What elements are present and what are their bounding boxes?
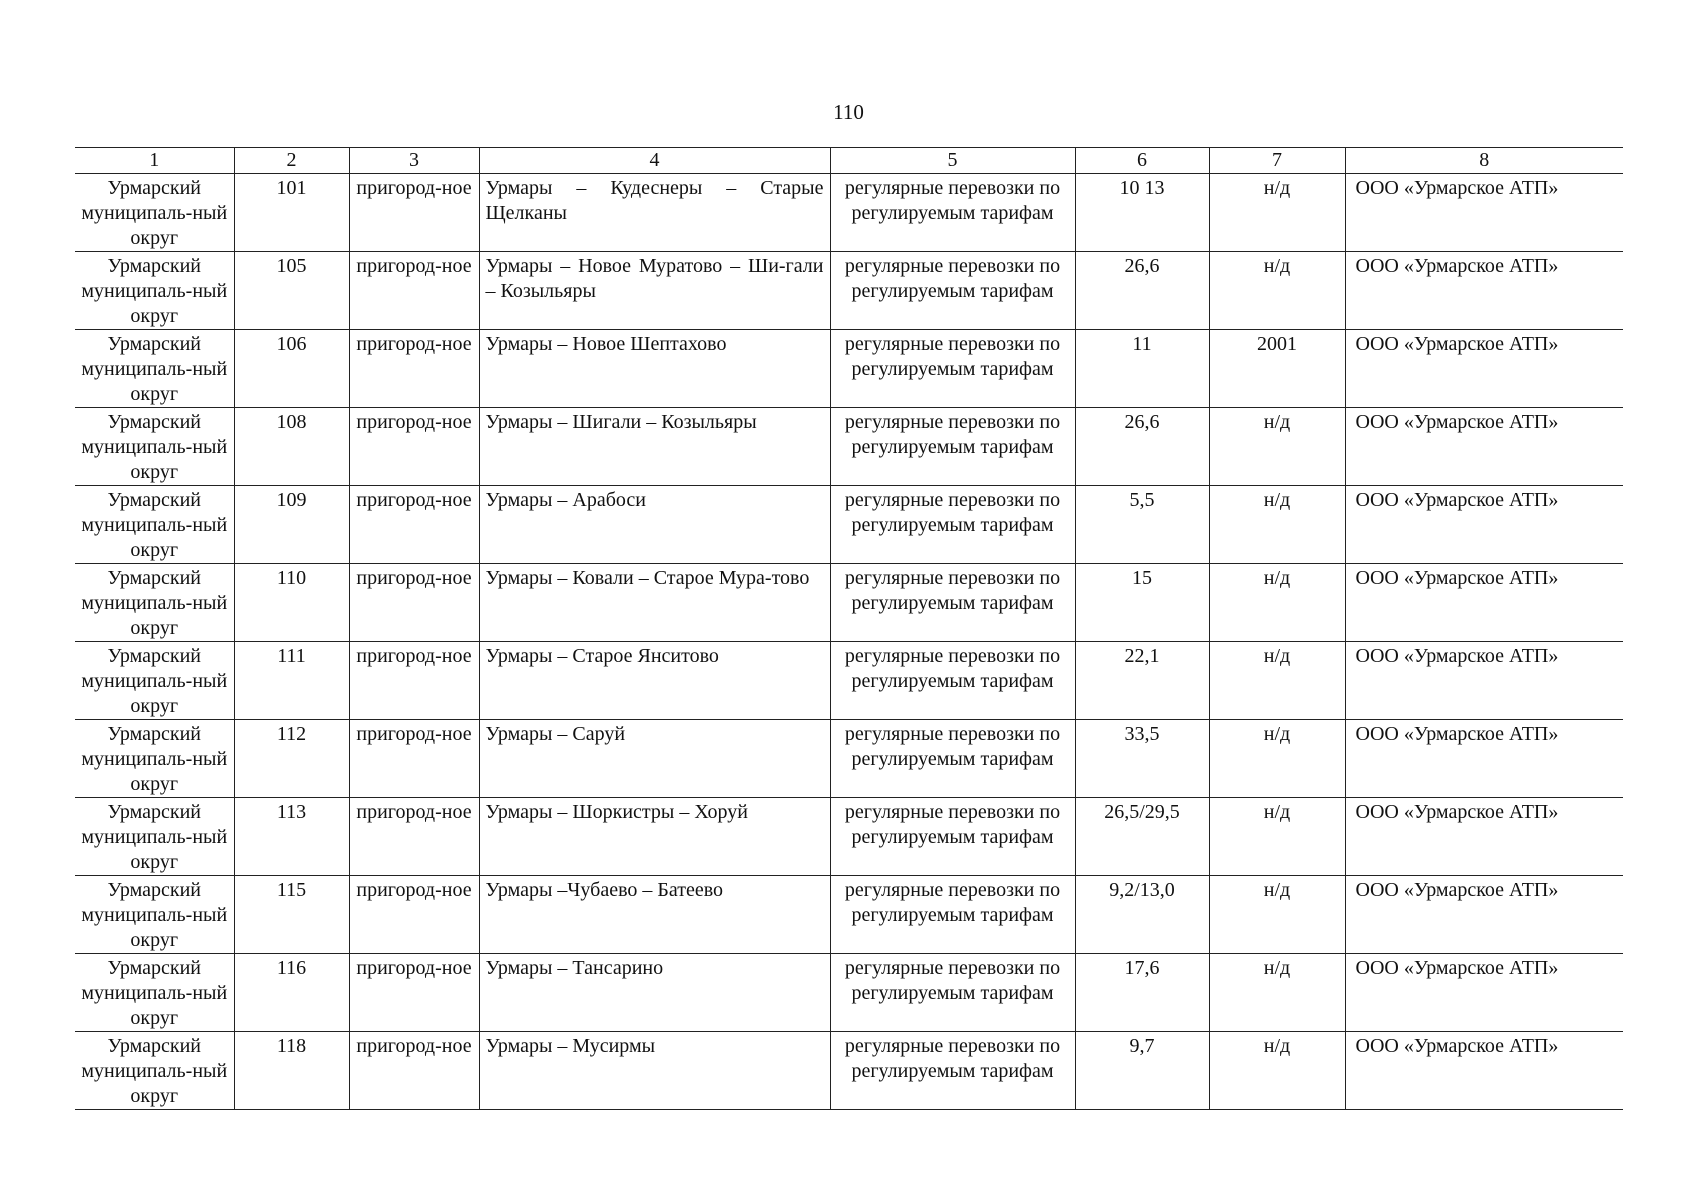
- carrier-cell: ООО «Урмарское АТП»: [1345, 252, 1623, 330]
- start-year-cell: н/д: [1209, 408, 1345, 486]
- route-number-cell: 108: [234, 408, 349, 486]
- table-row: [75, 642, 1623, 720]
- table-row: [75, 408, 1623, 486]
- route-length-cell: 26,6: [1075, 252, 1209, 330]
- district-cell: Урмарский муниципаль-ный округ: [75, 486, 234, 564]
- route-path-cell: Урмары – Арабоси: [479, 486, 830, 564]
- route-type-cell: пригород-ное: [349, 174, 479, 252]
- route-type-cell: пригород-ное: [349, 720, 479, 798]
- column-header: 8: [1345, 148, 1623, 174]
- table-row: [75, 954, 1623, 1032]
- route-type-cell: пригород-ное: [349, 252, 479, 330]
- carrier-cell: ООО «Урмарское АТП»: [1345, 720, 1623, 798]
- column-header: 4: [479, 148, 830, 174]
- column-header: 6: [1075, 148, 1209, 174]
- route-number-cell: 106: [234, 330, 349, 408]
- start-year-cell: н/д: [1209, 486, 1345, 564]
- table-row: [75, 564, 1623, 642]
- district-cell: Урмарский муниципаль-ный округ: [75, 720, 234, 798]
- start-year-cell: н/д: [1209, 720, 1345, 798]
- start-year-cell: н/д: [1209, 798, 1345, 876]
- start-year-cell: н/д: [1209, 174, 1345, 252]
- route-path-cell: Урмары – Саруй: [479, 720, 830, 798]
- table-row: [75, 174, 1623, 252]
- route-length-cell: 5,5: [1075, 486, 1209, 564]
- route-number-cell: 116: [234, 954, 349, 1032]
- start-year-cell: 2001: [1209, 330, 1345, 408]
- transport-mode-cell: регулярные перевозки по регулируемым тарифам: [830, 252, 1075, 330]
- district-cell: Урмарский муниципаль-ный округ: [75, 330, 234, 408]
- transport-mode-cell: регулярные перевозки по регулируемым тарифам: [830, 408, 1075, 486]
- transport-mode-cell: регулярные перевозки по регулируемым тарифам: [830, 564, 1075, 642]
- district-cell: Урмарский муниципаль-ный округ: [75, 798, 234, 876]
- route-number-cell: 109: [234, 486, 349, 564]
- route-length-cell: 26,6: [1075, 408, 1209, 486]
- column-header: 5: [830, 148, 1075, 174]
- start-year-cell: н/д: [1209, 564, 1345, 642]
- header-row: [75, 148, 1623, 174]
- table-row: [75, 798, 1623, 876]
- column-header: 3: [349, 148, 479, 174]
- route-path-cell: Урмары – Тансарино: [479, 954, 830, 1032]
- route-path-cell: Урмары – Шигали – Козыльяры: [479, 408, 830, 486]
- route-number-cell: 101: [234, 174, 349, 252]
- route-length-cell: 15: [1075, 564, 1209, 642]
- carrier-cell: ООО «Урмарское АТП»: [1345, 1032, 1623, 1110]
- district-cell: Урмарский муниципаль-ный округ: [75, 954, 234, 1032]
- start-year-cell: н/д: [1209, 252, 1345, 330]
- route-type-cell: пригород-ное: [349, 798, 479, 876]
- column-header: 1: [75, 148, 234, 174]
- transport-mode-cell: регулярные перевозки по регулируемым тарифам: [830, 798, 1075, 876]
- transport-mode-cell: регулярные перевозки по регулируемым тарифам: [830, 1032, 1075, 1110]
- transport-mode-cell: регулярные перевозки по регулируемым тарифам: [830, 954, 1075, 1032]
- routes-table: [75, 147, 1623, 1110]
- district-cell: Урмарский муниципаль-ный округ: [75, 252, 234, 330]
- route-type-cell: пригород-ное: [349, 1032, 479, 1110]
- route-path-cell: Урмары – Ковали – Старое Мура-тово: [479, 564, 830, 642]
- route-number-cell: 110: [234, 564, 349, 642]
- route-number-cell: 113: [234, 798, 349, 876]
- carrier-cell: ООО «Урмарское АТП»: [1345, 408, 1623, 486]
- transport-mode-cell: регулярные перевозки по регулируемым тарифам: [830, 486, 1075, 564]
- route-length-cell: 11: [1075, 330, 1209, 408]
- route-length-cell: 33,5: [1075, 720, 1209, 798]
- table-body: [75, 174, 1623, 1110]
- route-path-cell: Урмары – Мусирмы: [479, 1032, 830, 1110]
- table-row: [75, 486, 1623, 564]
- route-type-cell: пригород-ное: [349, 954, 479, 1032]
- column-header: 7: [1209, 148, 1345, 174]
- carrier-cell: ООО «Урмарское АТП»: [1345, 564, 1623, 642]
- table-row: [75, 1032, 1623, 1110]
- carrier-cell: ООО «Урмарское АТП»: [1345, 330, 1623, 408]
- table-row: [75, 252, 1623, 330]
- route-path-cell: Урмары – Старое Янситово: [479, 642, 830, 720]
- route-type-cell: пригород-ное: [349, 642, 479, 720]
- table-row: [75, 330, 1623, 408]
- route-length-cell: 17,6: [1075, 954, 1209, 1032]
- route-length-cell: 10 13: [1075, 174, 1209, 252]
- district-cell: Урмарский муниципаль-ный округ: [75, 174, 234, 252]
- start-year-cell: н/д: [1209, 876, 1345, 954]
- transport-mode-cell: регулярные перевозки по регулируемым тарифам: [830, 720, 1075, 798]
- route-path-cell: Урмары –Чубаево – Батеево: [479, 876, 830, 954]
- carrier-cell: ООО «Урмарское АТП»: [1345, 876, 1623, 954]
- carrier-cell: ООО «Урмарское АТП»: [1345, 642, 1623, 720]
- district-cell: Урмарский муниципаль-ный округ: [75, 876, 234, 954]
- carrier-cell: ООО «Урмарское АТП»: [1345, 798, 1623, 876]
- route-number-cell: 111: [234, 642, 349, 720]
- route-length-cell: 26,5/29,5: [1075, 798, 1209, 876]
- route-length-cell: 9,2/13,0: [1075, 876, 1209, 954]
- route-path-cell: Урмары – Новое Шептахово: [479, 330, 830, 408]
- route-length-cell: 22,1: [1075, 642, 1209, 720]
- route-number-cell: 105: [234, 252, 349, 330]
- route-path-cell: Урмары – Кудеснеры – Старые Щелканы: [479, 174, 830, 252]
- route-type-cell: пригород-ное: [349, 408, 479, 486]
- transport-mode-cell: регулярные перевозки по регулируемым тарифам: [830, 330, 1075, 408]
- start-year-cell: н/д: [1209, 642, 1345, 720]
- page-number: 110: [833, 100, 864, 124]
- route-type-cell: пригород-ное: [349, 330, 479, 408]
- district-cell: Урмарский муниципаль-ный округ: [75, 564, 234, 642]
- table-header: [75, 148, 1623, 174]
- carrier-cell: ООО «Урмарское АТП»: [1345, 174, 1623, 252]
- column-header: 2: [234, 148, 349, 174]
- route-number-cell: 112: [234, 720, 349, 798]
- transport-mode-cell: регулярные перевозки по регулируемым тарифам: [830, 876, 1075, 954]
- carrier-cell: ООО «Урмарское АТП»: [1345, 954, 1623, 1032]
- transport-mode-cell: регулярные перевозки по регулируемым тарифам: [830, 642, 1075, 720]
- table-row: [75, 720, 1623, 798]
- route-number-cell: 118: [234, 1032, 349, 1110]
- route-type-cell: пригород-ное: [349, 876, 479, 954]
- route-number-cell: 115: [234, 876, 349, 954]
- route-type-cell: пригород-ное: [349, 564, 479, 642]
- table-row: [75, 876, 1623, 954]
- district-cell: Урмарский муниципаль-ный округ: [75, 1032, 234, 1110]
- transport-mode-cell: регулярные перевозки по регулируемым тарифам: [830, 174, 1075, 252]
- carrier-cell: ООО «Урмарское АТП»: [1345, 486, 1623, 564]
- district-cell: Урмарский муниципаль-ный округ: [75, 408, 234, 486]
- route-length-cell: 9,7: [1075, 1032, 1209, 1110]
- district-cell: Урмарский муниципаль-ный округ: [75, 642, 234, 720]
- start-year-cell: н/д: [1209, 954, 1345, 1032]
- route-path-cell: Урмары – Новое Муратово – Ши-гали – Козыльяры: [479, 252, 830, 330]
- route-type-cell: пригород-ное: [349, 486, 479, 564]
- route-path-cell: Урмары – Шоркистры – Хоруй: [479, 798, 830, 876]
- start-year-cell: н/д: [1209, 1032, 1345, 1110]
